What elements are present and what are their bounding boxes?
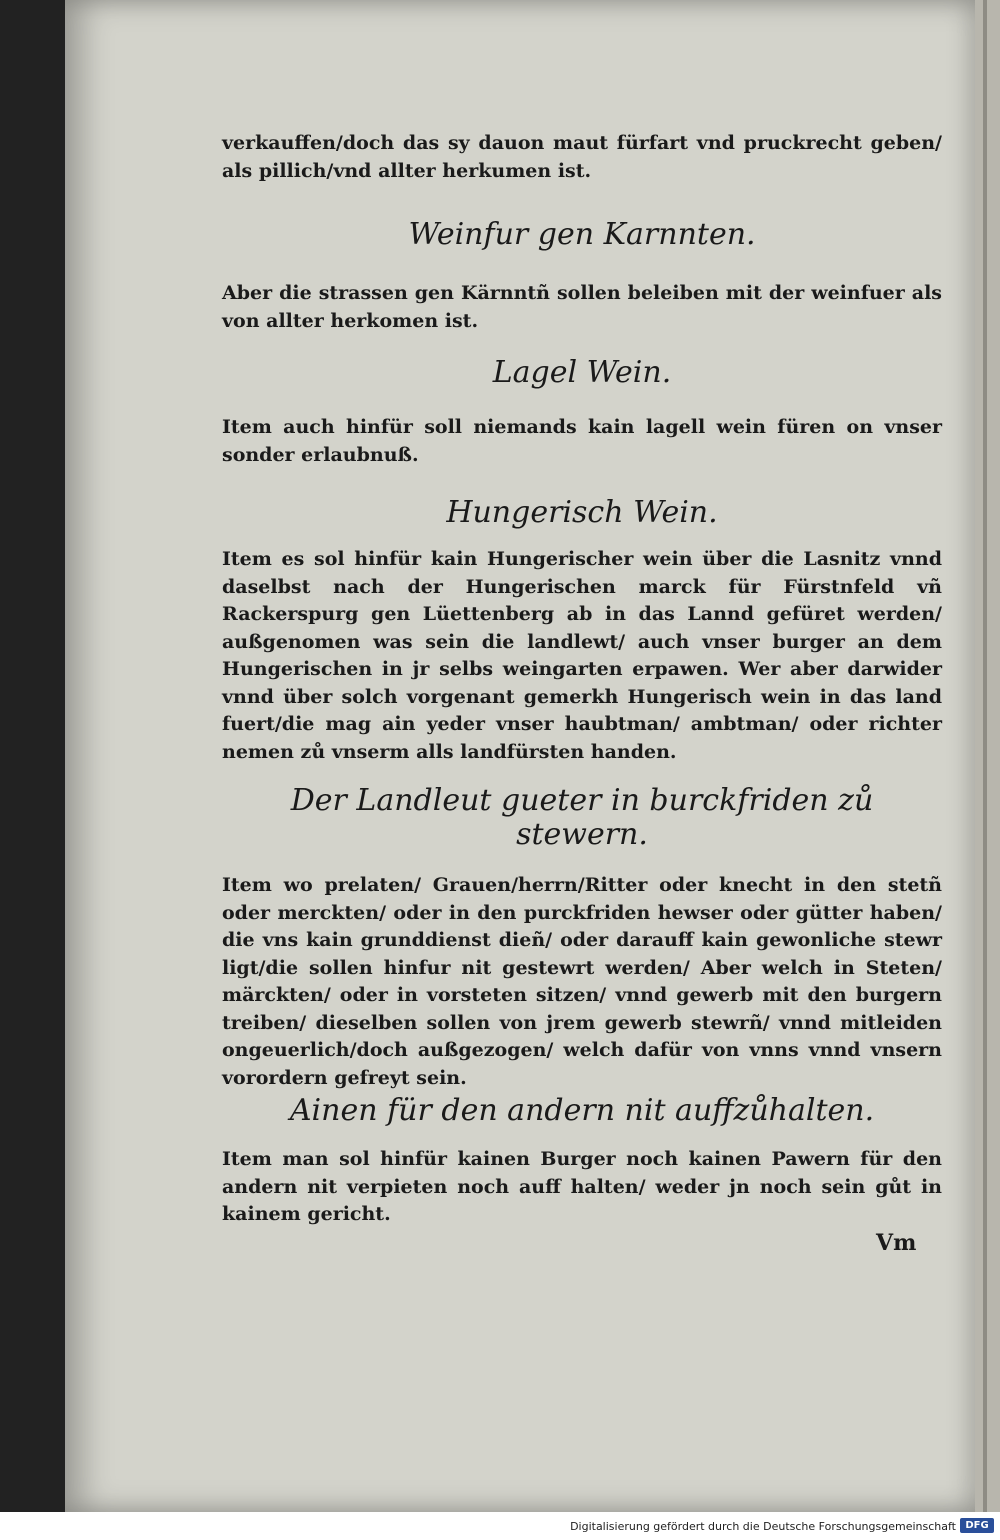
paragraph: Item man sol hinfür kainen Burger noch kainen Pawern für den andern nit verpieten noch auff halten/ weder jn noch sein gůt in kainem gericht. (222, 1148, 942, 1225)
section-heading: Der Landleut gueter in burckfriden zů stewern. (290, 783, 874, 852)
page-edge (975, 0, 1000, 1512)
para-5 (222, 872, 942, 1092)
section-heading: Lagel Wein. (492, 355, 672, 390)
section-heading: Weinfur gen Karnnten. (408, 217, 756, 252)
para-2 (222, 280, 942, 335)
footer-credit: Digitalisierung gefördert durch die Deutsche Forschungsgemeinschaft (570, 1520, 956, 1533)
paragraph: verkauffen/doch das sy dauon maut fürfart vnd pruckrecht geben/ als pillich/vnd allter herkumen ist. (222, 132, 942, 182)
heading-landleut (222, 784, 942, 852)
section-heading: Ainen für den andern nit auffzůhalten. (289, 1093, 875, 1128)
heading-lagel (222, 356, 942, 390)
catchword: Vm (876, 1230, 917, 1256)
page-edge-strip (983, 0, 987, 1512)
paragraph: Item auch hinfür soll niemands kain lagell wein füren on vnser sonder erlaubnuß. (222, 416, 942, 466)
para-1 (222, 130, 942, 185)
para-4 (222, 546, 942, 766)
para-6 (222, 1146, 942, 1229)
para-3 (222, 414, 942, 469)
section-heading: Hungerisch Wein. (446, 495, 718, 530)
paragraph: Item wo prelaten/ Grauen/herrn/Ritter oder knecht in den stetñ oder merckten/ oder in den purckfriden hewser oder gütter haben/ die vns kain grunddienst dieñ/ oder darauff kain gewonliche stewr ligt/die sollen hinfur nit gestewrt werden/ Aber welch in Steten/ märckten/ oder in vorsteten sitzen/ vnnd gewerb mit den burgern treiben/ dieselben sollen von jrem gewerb stewrñ/ vnnd mitleiden ongeuerlich/doch außgezogen/ welch dafür von vnns vnnd vnsern vorordern gefreyt sein. (222, 874, 942, 1089)
heading-hungerisch (222, 496, 942, 530)
dfg-logo: DFG (960, 1518, 994, 1533)
footer-bar (0, 1512, 1000, 1540)
heading-weinfur (222, 218, 942, 252)
heading-ainen (222, 1094, 942, 1128)
paragraph: Item es sol hinfür kain Hungerischer wein über die Lasnitz vnnd daselbst nach der Hungerischen marck für Fürstnfeld vñ Rackerspurg gen Lüettenberg ab in das Lannd gefüret werden/ außgenomen was sein die landlewt/ auch vnser burger an dem Hungerischen in jr selbs weingarten erpawen. Wer aber darwider vnnd über solch vorgenant gemerkh Hungerisch wein in das land fuert/die mag ain yeder vnser haubtman/ ambtman/ oder richter nemen zů vnserm alls landfürsten handen. (222, 548, 942, 763)
paragraph: Aber die strassen gen Kärnntñ sollen beleiben mit der weinfuer als von allter herkomen ist. (222, 282, 942, 332)
